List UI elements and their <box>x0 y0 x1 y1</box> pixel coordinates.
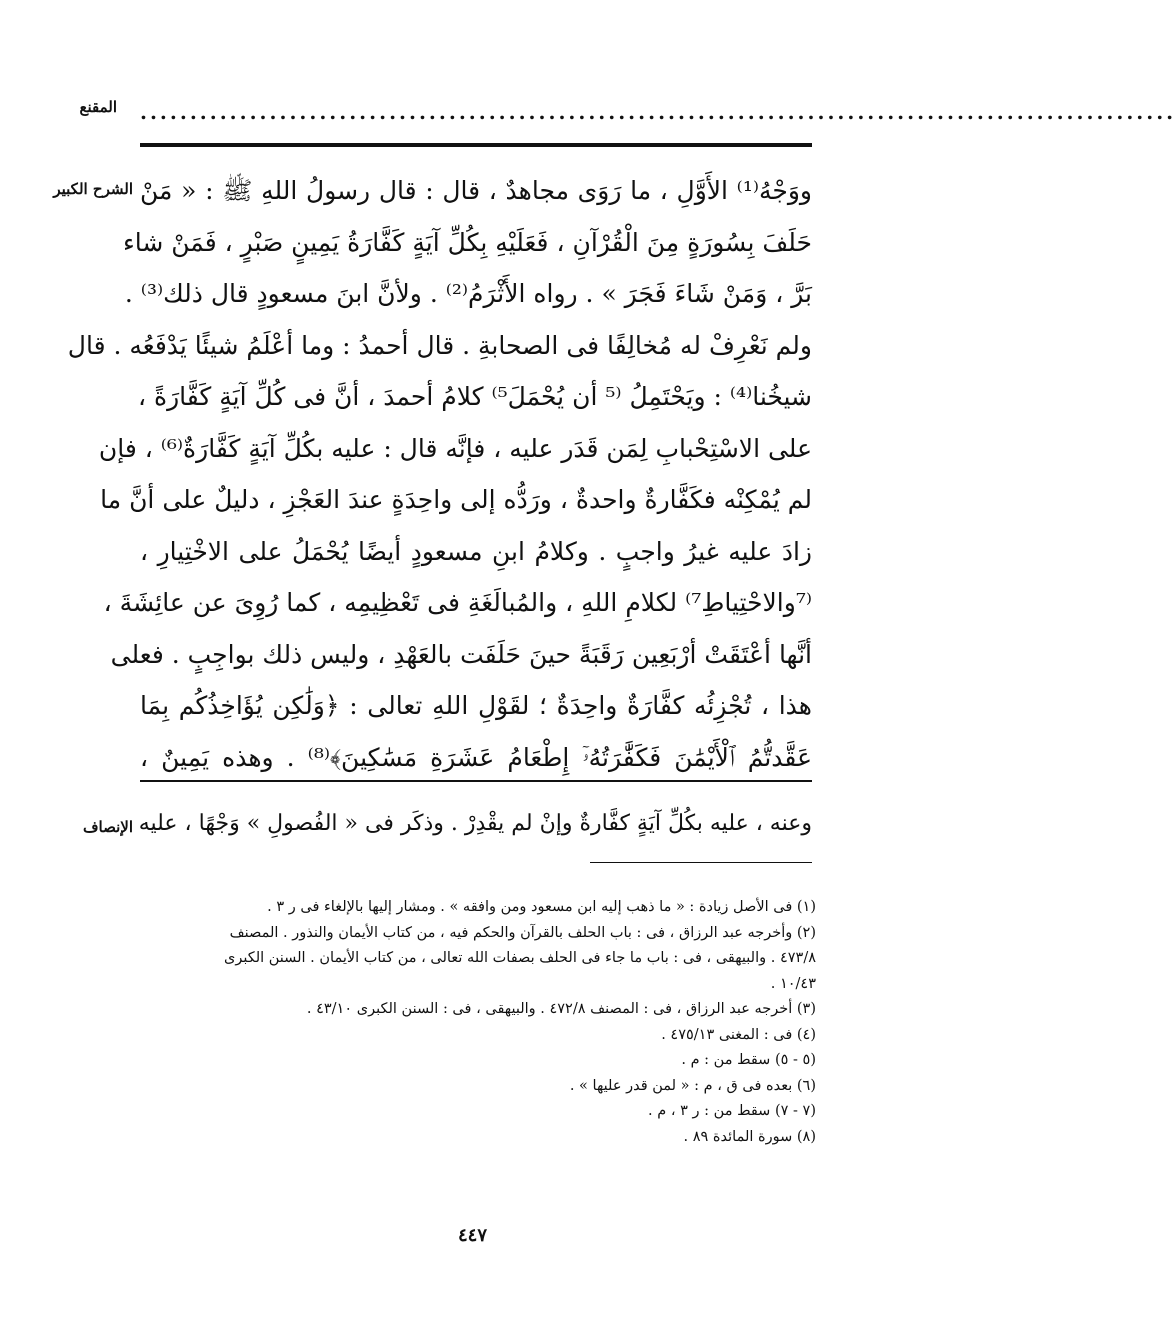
footnote: (٧ - ٧) سقط من : ر ٣ ، م . <box>648 1103 816 1119</box>
footnote: (٣) أخرجه عبد الرزاق ، فى : المصنف ٤٧٢/٨ . والبيهقى ، فى : السنن الكبرى ٤٣/١٠ . <box>306 1001 816 1017</box>
text-line: حَلَفَ بِسُورَةٍ مِنَ الْقُرْآنِ ، فَعَلَيْهِ بِكُلِّ آيَةٍ كَفَّارَةُ يَمِينٍ صَبْرٍ ، فَمَنْ شاء <box>122 227 812 257</box>
footnote: (٢) وأخرجه عبد الرزاق ، فى : باب الحلف بالقرآن والحكم فيه ، من كتاب الأيمان والنذور . المصنف <box>229 924 816 941</box>
text-line: على الاسْتِحْبابِ لِمَن قَدَر عليه ، فإنَّه قال : عليه بكُلِّ آيَةٍ كَفَّارَةٌ⁽⁶⁾ ، فإن <box>98 433 812 463</box>
text-line: ولم نَعْرِفْ له مُخالِفًا فى الصحابةِ . قال أحمدُ : وما أعْلَمُ شيئًا يَدْفَعُه . قال <box>67 330 812 360</box>
text-line: زادَ عليه غيرُ واجبٍ . وكلامُ ابنِ مسعودٍ أيضًا يُحْمَلُ على الاخْتِيارِ ، <box>140 536 812 566</box>
text-line: عَقَّدتُّمُ ٱلْأَيْمَٰنَ فَكَفَّٰرَتُهُۥٓ إِطْعَامُ عَشَرَةِ مَسَٰكِينَ﴾⁽⁸⁾ . وهذه يَمِينٌ ، <box>140 742 812 772</box>
sharh-section-label: الشرح الكبير <box>53 180 133 198</box>
footnote: (١) فى الأصل زيادة : « ما ذهب إليه ابن مسعود ومن وافقه » . ومشار إليها بالإلغاء فى ر ٣ . <box>267 899 816 915</box>
footnote: ٤٧٣/٨ . والبيهقى ، فى : باب ما جاء فى الحلف بصفات الله تعالى ، من كتاب الأيمان . السنن الكبرى <box>223 950 816 966</box>
page-number: ٤٤٧ <box>457 1225 487 1246</box>
footnote: (٥ - ٥) سقط من : م . <box>681 1052 816 1068</box>
insaf-section-label: الإنصاف <box>82 818 133 836</box>
footnotes <box>140 895 816 1150</box>
footnote: (٦) بعده فى ق ، م : « لمن قدر عليها » . <box>569 1077 816 1094</box>
footnote: (٤) فى : المغنى ٤٧٥/١٣ . <box>661 1026 816 1043</box>
section-divider <box>140 780 812 782</box>
text-line: لم يُمْكِنْه فكَفَّارةٌ واحدةٌ ، ورَدُّه إلى واحِدَةٍ عندَ العَجْزِ ، دليلٌ على أنَّ ما <box>100 485 812 514</box>
text-line: أنَّها أعْتَقَتْ أرْبَعِين رَقَبَةً حينَ حَلَفَت بالعَهْدِ ، وليس ذلك بواجِبٍ . فعلى <box>110 639 812 669</box>
header-dotted-rule: ........................................................................................................ <box>140 100 1176 124</box>
footnote: ١٠/٤٣ . <box>770 975 816 992</box>
text-line: ⁽⁷والاحْتِياطِ⁷⁾ لكلامِ اللهِ ، والمُبالَغَةِ فى تَعْظِيمِه ، كما رُوِىَ عن عائِشَةَ ، <box>103 588 812 617</box>
footnote: (٨) سورة المائدة ٨٩ . <box>683 1128 816 1145</box>
text-line: بَرَّ ، وَمَنْ شَاءَ فَجَرَ » . رواه الأَثْرَمُ⁽²⁾ . ولأنَّ ابنَ مسعودٍ قال ذلك⁽³⁾ . <box>124 279 812 308</box>
text-line: هذا ، تُجْزِئُه كفَّارَةٌ واحِدَةٌ ؛ لقَوْلِ اللهِ تعالى : ﴿وَلَٰكِن يُؤَاخِذُكُم بِمَا <box>140 691 812 720</box>
text-line: ووَجْهُ⁽¹⁾ الأَوَّلِ ، ما رَوَى مجاهدٌ ، قال : قال رسولُ اللهِ ﷺ : « مَنْ <box>140 176 812 205</box>
text-line: شيخُنا⁽⁴⁾ : ويَحْتَمِلُ ⁽⁵ أن يُحْمَلَ⁵⁾ كلامُ أحمدَ ، أنَّ فى كُلِّ آيَةٍ كَفَّارَةً ، <box>137 382 812 411</box>
header-rule <box>140 143 812 147</box>
footnote-separator <box>590 862 812 863</box>
running-header-title: المقنع <box>79 98 117 116</box>
insaf-text: وعنه ، عليه بكُلِّ آيَةٍ كفَّارةٌ وإنْ لم يقْدِرْ . وذكَر فى « الفُصولِ » وَجْهًا ، عليه <box>138 811 812 836</box>
